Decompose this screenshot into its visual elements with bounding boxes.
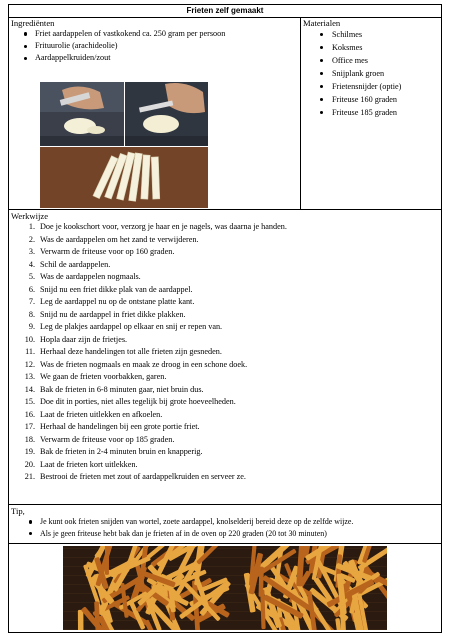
tip-label: Tip, bbox=[11, 506, 25, 516]
materials-label: Materialen bbox=[303, 18, 341, 28]
step-number: 5. bbox=[28, 272, 35, 281]
method-step bbox=[9, 296, 441, 309]
step-number: 21. bbox=[24, 472, 35, 481]
method-step bbox=[9, 234, 441, 247]
step-number: 12. bbox=[24, 359, 35, 369]
step-text: Doe je kookschort voor, verzorg je haar en je nagels, was daarna je handen. bbox=[40, 222, 287, 231]
step-text: Bestrooi de frieten met zout of aardappelkruiden en serveer ze. bbox=[40, 472, 246, 481]
step-number: 16. bbox=[24, 409, 35, 419]
step-text: Laat de frieten kort uitlekken. bbox=[40, 459, 138, 469]
step-number: 4. bbox=[28, 259, 35, 269]
step-number: 14. bbox=[24, 384, 35, 394]
step-number: 7. bbox=[28, 297, 35, 306]
step-text: Was de frieten nogmaals en maak ze droog in een schone doek. bbox=[40, 359, 248, 369]
method-step bbox=[9, 434, 441, 447]
step-text: Bak de frieten in 2-4 minuten bruin en knapperig. bbox=[40, 447, 203, 456]
method-step bbox=[9, 271, 441, 284]
materials-cell bbox=[301, 18, 442, 210]
step-text: Was de aardappelen nogmaals. bbox=[40, 272, 141, 281]
step-text: Verwarm de friteuse voor op 160 graden. bbox=[40, 247, 175, 256]
material-item: Friteuse 160 graden bbox=[332, 93, 441, 106]
method-step bbox=[9, 259, 441, 272]
step-text: We gaan de frieten voorbakken, garen. bbox=[40, 372, 167, 381]
step-number: 2. bbox=[28, 234, 35, 244]
material-item: Friteuse 185 graden bbox=[332, 106, 441, 119]
method-step bbox=[9, 446, 441, 459]
recipe-page bbox=[8, 4, 441, 634]
method-steps bbox=[9, 221, 441, 484]
tip-item: Als je geen friteuse hebt bak dan je frieten af in de oven op 220 graden (20 tot 30 minuten) bbox=[40, 528, 441, 540]
photo-fries bbox=[63, 546, 387, 630]
step-number: 9. bbox=[28, 322, 35, 331]
step-text: Schil de aardappelen. bbox=[40, 259, 111, 269]
tip-cell bbox=[9, 505, 442, 544]
method-step bbox=[9, 471, 441, 484]
step-number: 6. bbox=[28, 284, 35, 294]
step-text: Herhaal de handelingen bij een grote portie friet. bbox=[40, 422, 200, 431]
method-step bbox=[9, 246, 441, 259]
material-item: Office mes bbox=[332, 54, 441, 67]
ingredients-label: Ingrediënten bbox=[11, 18, 55, 28]
step-number: 18. bbox=[24, 434, 35, 444]
photo-cutting-slice bbox=[40, 82, 124, 146]
step-number: 3. bbox=[28, 247, 35, 256]
recipe-title: Frieten zelf gemaakt bbox=[9, 5, 442, 18]
step-number: 19. bbox=[24, 447, 35, 456]
material-item: Koksmes bbox=[332, 41, 441, 54]
step-number: 20. bbox=[24, 459, 35, 469]
ingredients-cell bbox=[9, 18, 301, 210]
recipe-table bbox=[8, 4, 442, 633]
material-item: Snijplank groen bbox=[332, 67, 441, 80]
step-number: 13. bbox=[24, 372, 35, 381]
step-text: Snijd nu de aardappel in friet dikke plakken. bbox=[40, 309, 186, 319]
step-number: 10. bbox=[24, 334, 35, 344]
fries-photo-cell bbox=[9, 544, 442, 633]
tip-list bbox=[9, 516, 441, 539]
step-number: 8. bbox=[28, 309, 35, 319]
tip-item: Je kunt ook frieten snijden van wortel, zoete aardappel, knolselderij bereid deze op de zelfde wijze. bbox=[40, 516, 441, 528]
step-text: Bak de frieten in 6-8 minuten gaar, niet bruin dus. bbox=[40, 384, 204, 394]
step-text: Doe dit in porties, niet alles tegelijk bij grote hoeveelheden. bbox=[40, 397, 236, 406]
method-step bbox=[9, 309, 441, 322]
ingredient-item: Aardappelkruiden/zout bbox=[35, 52, 300, 64]
fries-illustration bbox=[63, 546, 387, 630]
material-item: Schilmes bbox=[332, 28, 441, 41]
method-step bbox=[9, 359, 441, 372]
step-text: Leg de aardappel nu op de ontstane platte kant. bbox=[40, 297, 195, 306]
method-step bbox=[9, 346, 441, 359]
method-step bbox=[9, 284, 441, 297]
step-number: 17. bbox=[24, 422, 35, 431]
step-number: 15. bbox=[24, 397, 35, 406]
photo-potato-strips bbox=[40, 147, 208, 208]
method-label: Werkwijze bbox=[11, 211, 49, 221]
method-step bbox=[9, 396, 441, 409]
step-text: Verwarm de friteuse voor op 185 graden. bbox=[40, 434, 175, 444]
ingredients-list bbox=[9, 28, 300, 65]
step-text: Laat de frieten uitlekken en afkoelen. bbox=[40, 409, 163, 419]
ingredient-item: Frituurolie (arachideolie) bbox=[35, 40, 300, 52]
materials-list bbox=[301, 28, 441, 119]
method-step bbox=[9, 371, 441, 384]
step-text: Hopla daar zijn de frietjes. bbox=[40, 334, 128, 344]
method-step bbox=[9, 321, 441, 334]
method-step bbox=[9, 334, 441, 347]
method-step bbox=[9, 409, 441, 422]
method-step bbox=[9, 384, 441, 397]
method-step bbox=[9, 421, 441, 434]
step-number: 11. bbox=[25, 347, 35, 356]
method-step bbox=[9, 221, 441, 234]
photo-cutting-strips bbox=[125, 82, 208, 146]
step-number: 1. bbox=[28, 222, 35, 231]
method-cell bbox=[9, 210, 442, 505]
method-step bbox=[9, 459, 441, 472]
ingredient-item: Friet aardappelen of vastkokend ca. 250 gram per persoon bbox=[35, 28, 300, 40]
step-text: Was de aardappelen om het zand te verwijderen. bbox=[40, 234, 199, 244]
step-text: Herhaal deze handelingen tot alle frieten zijn gesneden. bbox=[40, 347, 222, 356]
step-text: Snijd nu een friet dikke plak van de aardappel. bbox=[40, 284, 193, 294]
step-text: Leg de plakjes aardappel op elkaar en snij er repen van. bbox=[40, 322, 223, 331]
material-item: Frietensnijder (optie) bbox=[332, 80, 441, 93]
